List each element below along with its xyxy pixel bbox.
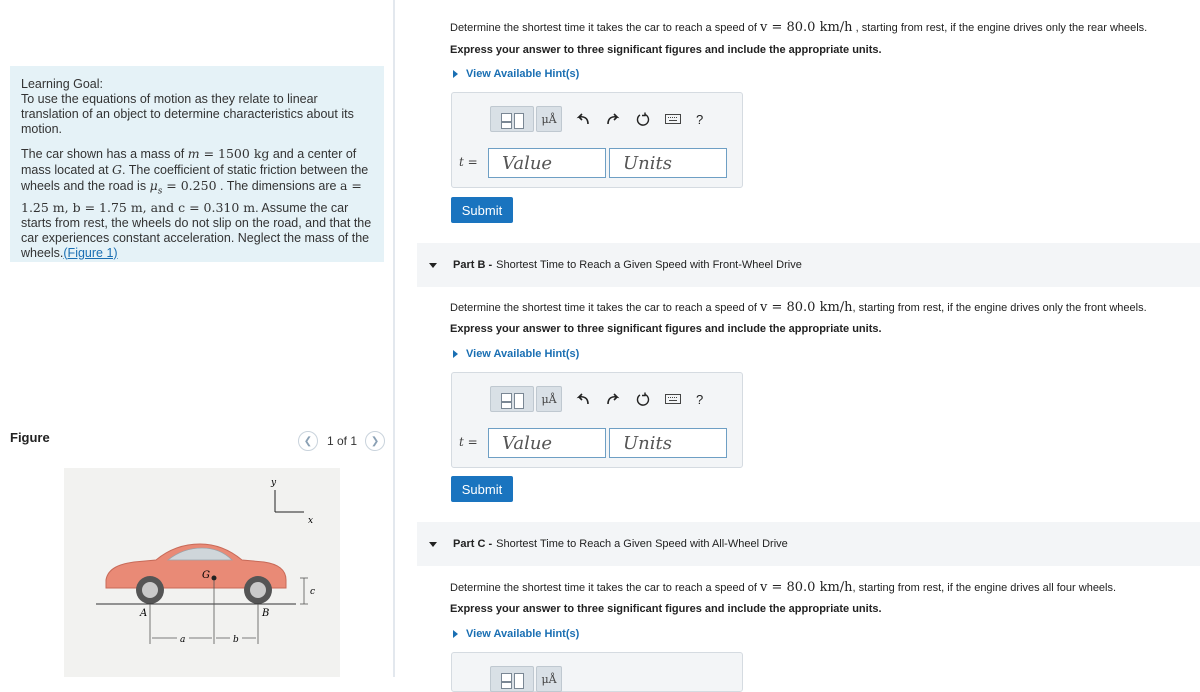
mass-symbol: m xyxy=(187,146,200,161)
part-c-hint-link[interactable] xyxy=(450,628,579,640)
part-c-express: Express your answer to three significant figures and include the appropriate units. xyxy=(450,603,882,615)
keyboard-icon[interactable] xyxy=(664,110,682,128)
templates-icon[interactable] xyxy=(490,386,534,412)
part-a-toolbar xyxy=(490,106,703,132)
dimension-b-label: b xyxy=(233,635,239,645)
figure-pager xyxy=(298,431,385,451)
x-axis-label: x xyxy=(308,516,314,526)
reset-icon[interactable] xyxy=(634,390,652,408)
point-b-label: B xyxy=(262,608,270,619)
problem-text-4: . The dimensions are xyxy=(216,179,340,193)
part-b-prompt-pre: Determine the shortest time it takes the car to reach a speed of xyxy=(450,302,760,314)
part-c-prompt-post: , starting from rest, if the engine drives all four wheels. xyxy=(852,582,1117,594)
problem-text-2: and a center of mass located at xyxy=(21,147,357,177)
part-b-variable-symbol: t xyxy=(459,435,464,449)
part-b-units-input[interactable]: Units xyxy=(609,428,727,458)
part-a-equals: = xyxy=(463,155,478,169)
learning-goal-title: Learning Goal: xyxy=(21,77,104,91)
part-a-answer-panel xyxy=(451,92,743,188)
center-of-mass-symbol: G xyxy=(112,162,123,177)
problem-statement xyxy=(21,146,373,261)
figure-label: Figure xyxy=(10,430,50,445)
learning-goal-text: To use the equations of motion as they relate to linear translation of an object to determine characteristics about its motion. xyxy=(21,92,354,136)
part-a-value-input[interactable]: Value xyxy=(488,148,606,178)
front-wheel-hub xyxy=(250,582,266,598)
part-a-hint-label: View Available Hint(s) xyxy=(466,68,580,80)
part-a-variable xyxy=(459,155,478,169)
figure-page-text: 1 of 1 xyxy=(327,434,358,448)
part-a-express: Express your answer to three significant figures and include the appropriate units. xyxy=(450,44,882,56)
part-a-variable-symbol: t xyxy=(459,155,464,169)
friction-subscript: s xyxy=(157,186,163,197)
part-b-submit-button[interactable]: Submit xyxy=(451,476,513,502)
dimension-c-label: c xyxy=(310,587,316,597)
undo-icon[interactable] xyxy=(574,390,592,408)
part-b-prompt xyxy=(450,300,1147,315)
friction-value: = 0.250 xyxy=(162,178,217,193)
part-b-answer-panel xyxy=(451,372,743,468)
part-a-speed: v = 80.0 km/h xyxy=(760,20,853,35)
pane-divider[interactable] xyxy=(393,0,395,677)
part-b-hint-link[interactable] xyxy=(450,348,579,360)
part-c-label: Part C - xyxy=(453,538,493,550)
next-figure-button[interactable]: ❯ xyxy=(365,431,385,451)
part-b-speed: v = 80.0 km/h xyxy=(760,300,853,315)
part-b-equals: = xyxy=(463,435,478,449)
part-c-toolbar xyxy=(490,666,562,692)
part-b-variable xyxy=(459,435,478,449)
mass-value: = 1500 kg xyxy=(199,146,270,161)
units-mu-icon[interactable]: μÅ xyxy=(536,386,562,412)
undo-icon[interactable] xyxy=(574,110,592,128)
part-a-hint-link[interactable] xyxy=(450,68,579,80)
part-b-collapse-icon xyxy=(429,263,437,268)
reset-icon[interactable] xyxy=(634,110,652,128)
part-a-submit-button[interactable]: Submit xyxy=(451,197,513,223)
templates-icon[interactable] xyxy=(490,666,534,692)
part-c-header[interactable] xyxy=(417,522,1200,566)
part-a-prompt-post: , starting from rest, if the engine drives only the rear wheels. xyxy=(852,22,1148,34)
part-b-hint-label: View Available Hint(s) xyxy=(466,348,580,360)
center-of-mass-label: G xyxy=(202,570,210,581)
help-icon[interactable]: ? xyxy=(696,111,704,127)
redo-icon[interactable] xyxy=(604,390,622,408)
left-pane xyxy=(0,0,393,677)
part-c-prompt xyxy=(450,580,1116,595)
part-a-prompt xyxy=(450,20,1147,35)
point-a-label: A xyxy=(140,608,148,619)
units-mu-icon[interactable]: μÅ xyxy=(536,666,562,692)
part-b-label: Part B - xyxy=(453,259,493,271)
help-icon[interactable]: ? xyxy=(696,391,704,407)
part-a-prompt-pre: Determine the shortest time it takes the car to reach a speed of xyxy=(450,22,760,34)
units-mu-icon[interactable]: μÅ xyxy=(536,106,562,132)
part-a-units-input[interactable]: Units xyxy=(609,148,727,178)
center-of-mass-point xyxy=(212,576,217,581)
part-b-title: Shortest Time to Reach a Given Speed with Front-Wheel Drive xyxy=(496,259,802,271)
problem-text-3: . The coefficient of static friction between the wheels and the road is xyxy=(21,163,369,193)
part-b-prompt-post: , starting from rest, if the engine drives only the front wheels. xyxy=(852,302,1147,314)
part-c-title: Shortest Time to Reach a Given Speed with All-Wheel Drive xyxy=(496,538,788,550)
figure-link[interactable]: (Figure 1) xyxy=(63,245,118,260)
part-c-answer-panel xyxy=(451,652,743,692)
keyboard-icon[interactable] xyxy=(664,390,682,408)
prev-figure-button[interactable]: ❮ xyxy=(298,431,318,451)
part-c-speed: v = 80.0 km/h xyxy=(760,580,853,595)
problem-text-5: . Assume the car starts from rest, the wheels do not slip on the road, and that the car experiences constant acceleration. Neglect the mass of the wheels. xyxy=(21,200,372,260)
friction-symbol: μ xyxy=(149,178,158,193)
dimensions: a = 1.25 m, b = 1.75 m, and c = 0.310 m xyxy=(21,178,362,215)
part-b-hint-caret-icon xyxy=(453,350,458,358)
y-axis-label: y xyxy=(271,478,277,488)
part-c-hint-caret-icon xyxy=(453,630,458,638)
part-b-header[interactable] xyxy=(417,243,1200,287)
problem-text-1: The car shown has a mass of xyxy=(21,147,188,161)
part-b-express: Express your answer to three significant figures and include the appropriate units. xyxy=(450,323,882,335)
dimension-a-label: a xyxy=(180,635,186,645)
part-b-value-input[interactable]: Value xyxy=(488,428,606,458)
redo-icon[interactable] xyxy=(604,110,622,128)
part-b-toolbar xyxy=(490,386,703,412)
car-diagram xyxy=(64,468,340,677)
figure-image xyxy=(64,468,340,677)
templates-icon[interactable] xyxy=(490,106,534,132)
part-c-prompt-pre: Determine the shortest time it takes the car to reach a speed of xyxy=(450,582,760,594)
learning-goal-box xyxy=(10,66,384,262)
part-c-collapse-icon xyxy=(429,542,437,547)
part-a-hint-caret-icon xyxy=(453,70,458,78)
rear-wheel-hub xyxy=(142,582,158,598)
part-c-hint-label: View Available Hint(s) xyxy=(466,628,580,640)
